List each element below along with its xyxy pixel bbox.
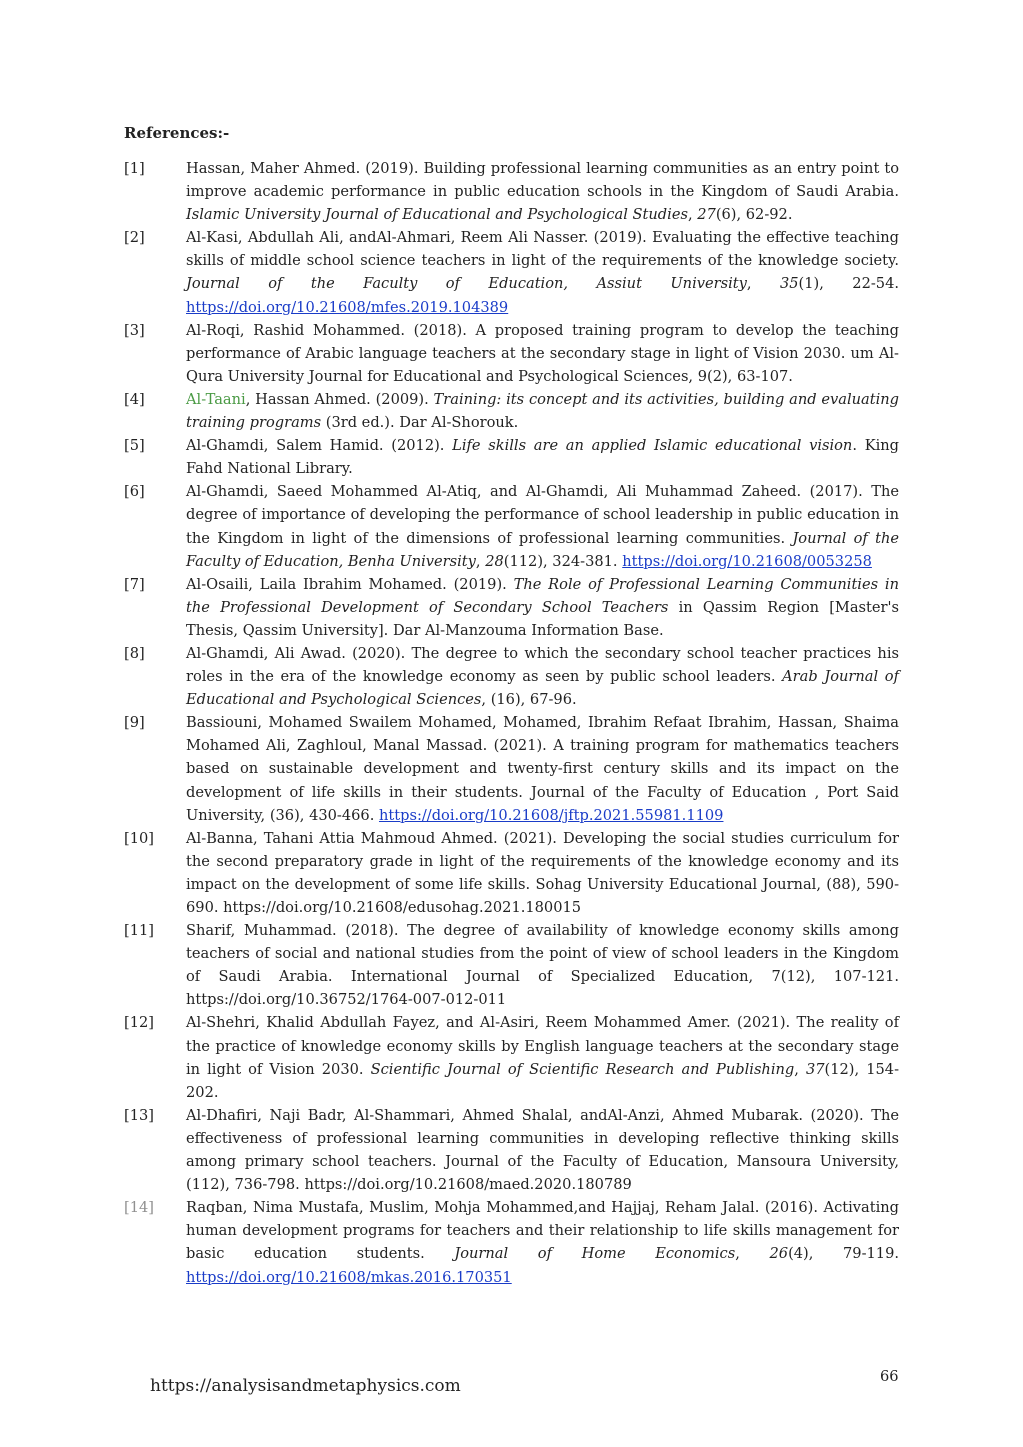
reference-entry — [124, 711, 899, 826]
reference-number: [2] — [124, 229, 145, 247]
reference-italic-text: Training: its concept and its activities, building and evaluating training programs — [186, 390, 900, 432]
reference-text-run: Bassiouni, Mohamed Swailem Mohamed, Mohamed, Ibrahim Refaat Ibrahim, Hassan, Shaima Mohamed Ali, Zaghloul, Manal Massad. (2021). A training program for mathematics teachers based on sustainable development and twenty-first century skills and its impact on the development of life skills in their students. Journal of the Faculty of Education , Port Said University, (36), 430-466. — [186, 714, 899, 824]
reference-text-run: Al-Dhafiri, Naji Badr, Al-Shammari, Ahmed Shalal, andAl-Anzi, Ahmed Mubarak. (2020). The effectiveness of professional learning communities in developing reflective thinking skills among primary school teachers. Journal of the Faculty of Education, Mansoura University, (112), 736-798. https://doi.org/10.21608/maed.2020.180789 — [186, 1106, 899, 1194]
reference-italic-text: 37 — [805, 1060, 825, 1078]
reference-entry — [124, 919, 899, 1011]
reference-text-run: , Hassan Ahmed. (2009). — [245, 390, 434, 408]
reference-text — [186, 388, 899, 434]
reference-number: [6] — [124, 483, 145, 501]
reference-entry — [124, 226, 899, 318]
reference-number: [8] — [124, 644, 145, 662]
reference-text — [186, 1011, 899, 1103]
reference-italic-text: The Role of Professional Learning Communities in the Professional Development of Secondary School Teachers — [186, 575, 899, 616]
reference-text-run: in Qassim Region [Master's Thesis, Qassim University]. Dar Al-Manzouma Information Base. — [186, 598, 900, 639]
reference-italic-text: Scientific Journal of Scientific Research and Publishing — [370, 1060, 795, 1078]
reference-text-run: , — [687, 206, 698, 224]
reference-number: [10] — [124, 829, 154, 847]
reference-number: [13] — [124, 1106, 154, 1124]
reference-italic-text: 28 — [485, 552, 504, 570]
reference-text-run: (12), 154-202. — [186, 1060, 899, 1101]
reference-text-run: Al-Ghamdi, Salem Hamid. (2012). — [186, 437, 453, 455]
reference-text — [186, 157, 899, 226]
reference-italic-text: 35 — [779, 275, 799, 293]
reference-text — [186, 480, 899, 572]
reference-number: [1] — [124, 160, 145, 177]
reference-text — [186, 1104, 899, 1196]
reference-entry — [124, 480, 899, 572]
reference-entry — [124, 1011, 899, 1103]
reference-italic-text: Journal of the Faculty of Education, Benha University — [186, 529, 899, 570]
reference-text-run: Hassan, Maher Ahmed. (2019). Building professional learning communities as an entry point to improve academic performance in public education schools in the Kingdom of Saudi Arabia. — [186, 160, 899, 201]
reference-text-run: , — [746, 275, 780, 293]
reference-text — [186, 226, 899, 318]
reference-number: [4] — [124, 390, 145, 408]
reference-number: [11] — [124, 922, 154, 940]
reference-entry — [124, 642, 899, 711]
reference-text-run: , — [794, 1060, 806, 1078]
reference-number: [5] — [124, 437, 145, 455]
reference-italic-text: Journal of the Faculty of Education, Assiut University — [186, 275, 747, 293]
doi-link[interactable]: https://doi.org/10.21608/jftp.2021.55981.1109 — [378, 806, 724, 824]
reference-text-run: Al-Banna, Tahani Attia Mahmoud Ahmed. (2021). Developing the social studies curriculum for the second preparatory grade in light of the requirements of the knowledge economy and its impact on the development of some life skills. Sohag University Educational Journal, (88), 590-690. https://doi.org/10.21608/edusohag.2021.180015 — [186, 829, 899, 916]
reference-italic-text: Life skills are an applied Islamic educational vision — [452, 437, 853, 455]
reference-text-run: , (16), 67-96. — [481, 691, 577, 709]
reference-number: [3] — [124, 321, 145, 339]
reference-text — [186, 319, 899, 388]
reference-entry — [124, 157, 899, 226]
references-heading: References:- — [124, 124, 230, 142]
reference-text-run: , — [735, 1245, 770, 1263]
footer-url[interactable]: https://analysisandmetaphysics.com — [150, 1376, 461, 1396]
reference-text — [186, 827, 899, 919]
reference-italic-text: Islamic University Journal of Educational and Psychological Studies — [186, 206, 688, 224]
reference-text — [186, 1196, 899, 1288]
reference-number: [9] — [124, 714, 145, 732]
reference-text-run: Al-Osaili, Laila Ibrahim Mohamed. (2019). — [186, 575, 514, 593]
highlighted-author: Al-Taani — [186, 390, 246, 408]
reference-entry — [124, 434, 899, 480]
reference-text-run: , — [475, 552, 486, 570]
reference-entry — [124, 1196, 899, 1288]
reference-entry — [124, 573, 899, 642]
reference-text-run: (3rd ed.). Dar Al-Shorouk. — [321, 414, 519, 432]
reference-text-run: Al-Shehri, Khalid Abdullah Fayez, and Al-Asiri, Reem Mohammed Amer. (2021). The reality of the practice of knowledge economy skills by English language teachers at the secondary stage in light of Vision 2030. — [186, 1014, 899, 1078]
reference-text-run: (6), 62-92. — [715, 206, 793, 224]
doi-link[interactable]: https://doi.org/10.21608/mfes.2019.104389 — [186, 298, 509, 316]
reference-entry — [124, 319, 899, 388]
reference-text-run: (112), 324-381. — [503, 552, 623, 570]
doi-link[interactable]: https://doi.org/10.21608/mkas.2016.170351 — [186, 1268, 512, 1286]
reference-italic-text: 27 — [697, 206, 716, 224]
reference-text — [186, 573, 899, 642]
reference-text-run: Al-Ghamdi, Ali Awad. (2020). The degree to which the secondary school teacher practices his roles in the era of the knowledge economy as seen by public school leaders. — [186, 644, 899, 686]
reference-text-run: Al-Ghamdi, Saeed Mohammed Al-Atiq, and Al-Ghamdi, Ali Muhammad Zaheed. (2017). The degree of importance of developing the performance of school leadership in public education in the Kingdom in light of the dimensions of professional learning communities. — [186, 483, 899, 547]
doi-link[interactable]: https://doi.org/10.21608/0053258 — [622, 552, 872, 570]
reference-entry — [124, 1104, 899, 1196]
reference-text — [186, 642, 899, 711]
reference-number: [14] — [124, 1199, 154, 1217]
reference-italic-text: Arab Journal of Educational and Psychological Sciences — [186, 668, 899, 709]
reference-text-run: (4), 79-119. — [788, 1245, 900, 1263]
reference-number: [12] — [124, 1014, 154, 1032]
reference-italic-text: 26 — [769, 1245, 789, 1263]
reference-text-run: Raqban, Nima Mustafa, Muslim, Mohja Mohammed,and Hajjaj, Reham Jalal. (2016). Activating human development programs for teachers and their relationship to life skills management for basic education students. — [186, 1199, 899, 1263]
reference-text — [186, 434, 899, 480]
page-number: 66 — [880, 1368, 899, 1385]
reference-text — [186, 919, 899, 1011]
reference-list — [124, 157, 899, 1289]
reference-italic-text: Journal of Home Economics — [454, 1245, 736, 1263]
reference-text-run: (1), 22-54. — [798, 275, 899, 293]
reference-entry — [124, 827, 899, 919]
reference-number: [7] — [124, 575, 145, 593]
reference-text-run: Al-Kasi, Abdullah Ali, andAl-Ahmari, Reem Ali Nasser. (2019). Evaluating the effective teaching skills of middle school science teachers in light of the requirements of the knowledge society. — [186, 229, 899, 270]
reference-text — [186, 711, 899, 826]
reference-text-run: . King Fahd National Library. — [186, 437, 900, 478]
reference-entry — [124, 388, 899, 434]
reference-text-run: Sharif, Muhammad. (2018). The degree of availability of knowledge economy skills among teachers of social and national studies from the point of view of school leaders in the Kingdom of Saudi Arabia. International Journal of Specialized Education, 7(12), 107-121. https://doi.org/10.36752/1764-007-012-011 — [186, 922, 899, 1009]
reference-text-run: Al-Roqi, Rashid Mohammed. (2018). A proposed training program to develop the teaching performance of Arabic language teachers at the secondary stage in light of Vision 2030. um Al-Qura University Journal for Educational and Psychological Sciences, 9(2), 63-107. — [186, 321, 899, 385]
